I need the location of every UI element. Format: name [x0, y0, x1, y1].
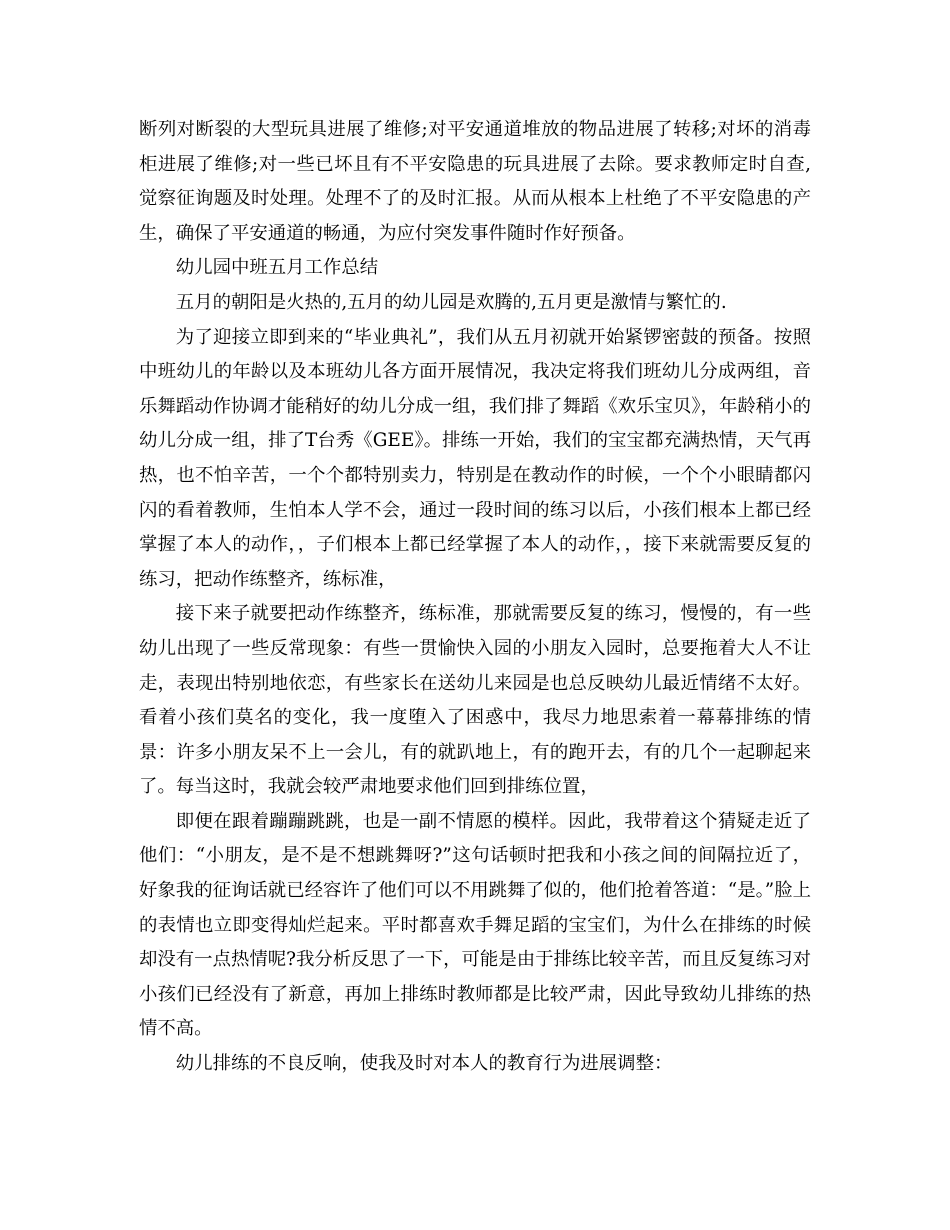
- section-title: 幼儿园中班五月工作总结: [175, 257, 379, 279]
- paragraph-reflection: 即便在跟着蹦蹦跳跳，也是一副不情愿的模样。因此，我带着这个猜疑走近了他们：“小朋友，是不是不想跳舞呀?”这句话顿时把我和小孩之间的间隔拉近了，好象我的征询话就已经容许了他们可以不用跳舞了似的，他们抢着答道：“是。”脸上的表情也立即变得灿烂起来。平时都喜欢手舞足蹈的宝宝们，为什么在排练的时候却没有一点热情呢?我分析反思了一下，可能是由于排练比较辛苦，而且反复练习对小孩们已经没有了新意，再加上排练时教师都是比较严肃，因此导致幼儿排练的热情不高。: [139, 810, 811, 1040]
- document-page: [139, 113, 811, 1082]
- paragraph-intro: 五月的朝阳是火热的,五月的幼儿园是欢腾的,五月更是激情与繁忙的.: [175, 291, 727, 313]
- paragraph-adjustment: 幼儿排练的不良反响，使我及时对本人的教育行为进展调整：: [175, 1053, 673, 1075]
- paragraph-practice: 接下来子就要把动作练整齐，练标准，那就需要反复的练习，慢慢的，有一些幼儿出现了一些反常现象：有些一贯愉快入园的小朋友入园时，总要拖着大人不让走，表现出特别地依恋，有些家长在送幼儿来园是也总反映幼儿最近情绪不太好。看着小孩们莫名的变化，我一度堕入了困惑中，我尽力地思索着一幕幕排练的情景：许多小朋友呆不上一会儿，有的就趴地上，有的跑开去，有的几个一起聊起来了。每当这时，我就会较严肃地要求他们回到排练位置，: [139, 603, 811, 798]
- paragraph-preparation: 为了迎接立即到来的“毕业典礼”，我们从五月初就开始紧锣密鼓的预备。按照中班幼儿的年龄以及本班幼儿各方面开展情况，我决定将我们班幼儿分成两组，音乐舞蹈动作协调才能稍好的幼儿分成一组，我们排了舞蹈《欢乐宝贝》，年龄稍小的幼儿分成一组，排了T台秀《GEE》。排练一开始，我们的宝宝都充满热情，天气再热，也不怕辛苦，一个个都特别卖力，特别是在教动作的时候，一个个小眼睛都闪闪的看着教师，生怕本人学不会，通过一段时间的练习以后，小孩们根本上都已经掌握了本人的动作，，子们根本上都已经掌握了本人的动作，，接下来就需要反复的练习，把动作练整齐，练标准，: [139, 326, 811, 590]
- paragraph-continuation: 断列对断裂的大型玩具进展了维修;对平安通道堆放的物品进展了转移;对坏的消毒柜进展了维修;对一些已坏且有不平安隐患的玩具进展了去除。要求教师定时自查,觉察征询题及时处理。处理不了的及时汇报。从而从根本上杜绝了不平安隐患的产生，确保了平安通道的畅通，为应付突发事件随时作好预备。: [139, 119, 811, 244]
